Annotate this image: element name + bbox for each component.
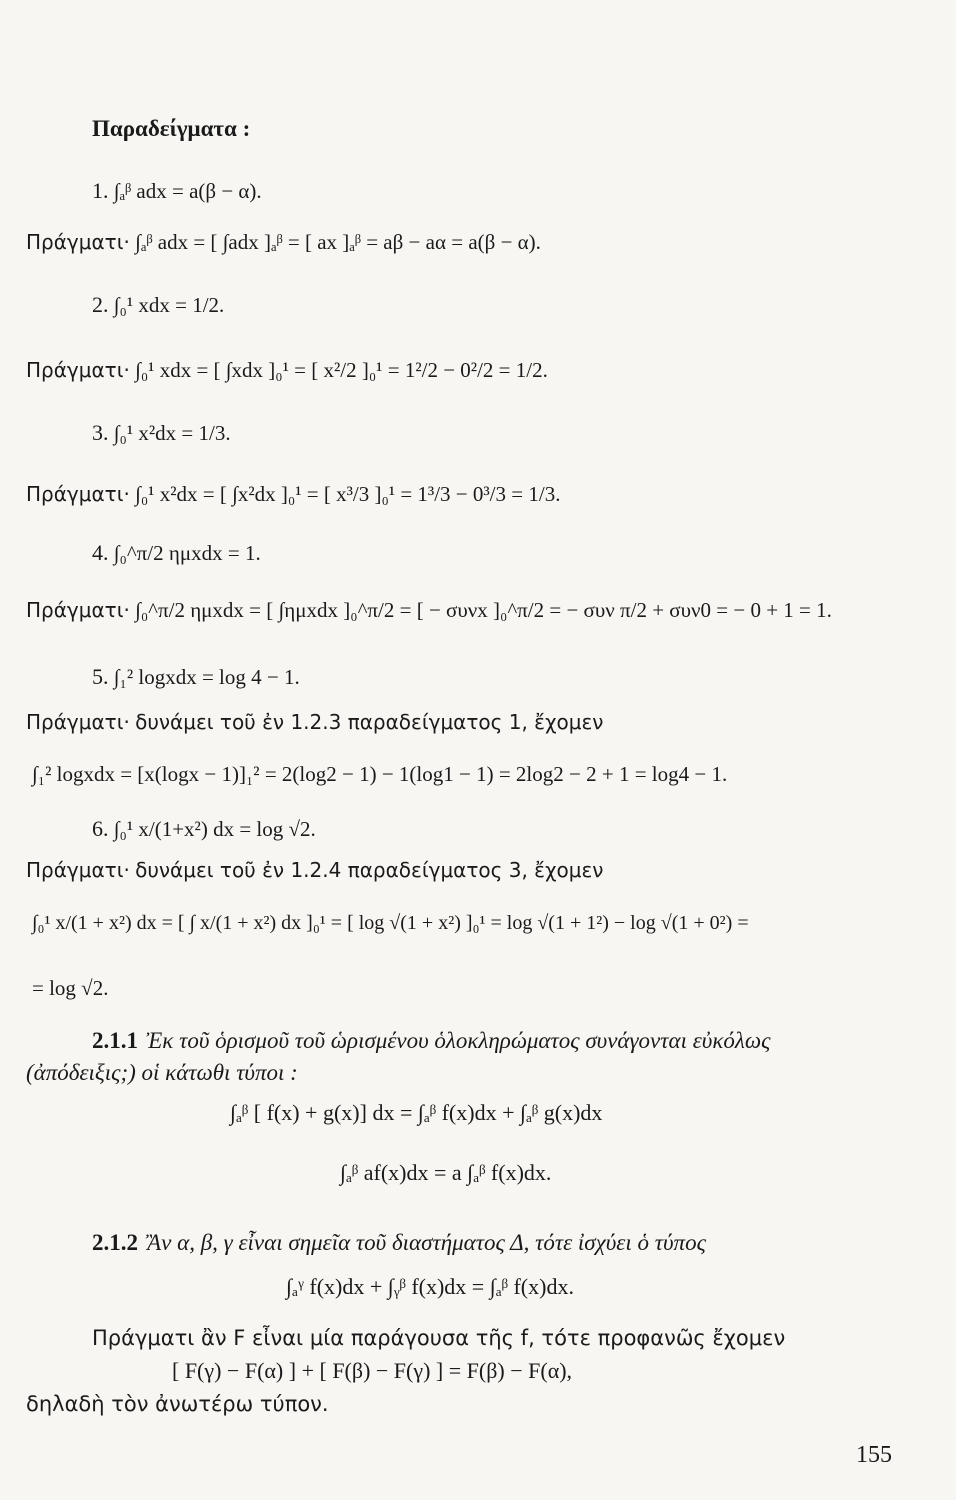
proof-label: Πράγματι·	[26, 482, 130, 506]
section-text: Ἂν α, β, γ εἶναι σημεῖα τοῦ διαστήματος Δ, τότε ἰσχύει ὁ τύπος	[146, 1230, 706, 1255]
example-formula: ∫₀^π/2 ημxdx = 1.	[113, 541, 261, 565]
example-formula: ∫₀¹ xdx = 1/2.	[113, 293, 225, 317]
section-text: Ἐκ τοῦ ὁρισμοῦ τοῦ ὡρισμένου ὁλοκληρώματος συνάγονται εὐκόλως	[146, 1028, 771, 1053]
example-number: 2.	[92, 292, 109, 317]
example-4-proof	[26, 598, 832, 622]
section-number: 2.1.2	[92, 1230, 138, 1255]
section-2-1-2-line-1	[92, 1230, 706, 1256]
example-3-statement	[92, 420, 231, 445]
section-2-1-1-line-1	[92, 1028, 770, 1054]
examples-heading: Παραδείγματα :	[92, 116, 251, 141]
section-number: 2.1.1	[92, 1028, 138, 1053]
proof-label: Πράγματι·	[26, 858, 130, 882]
linearity-formula-sum: ∫ₐᵝ [ f(x) + g(x)] dx = ∫ₐᵝ f(x)dx + ∫ₐᵝ g(x)dx	[230, 1100, 603, 1125]
proof-formula: ∫₀¹ x²dx = [ ∫x²dx ]₀¹ = [ x³/3 ]₀¹ = 1³/3 − 0³/3 = 1/3.	[135, 482, 561, 506]
proof-line-1: Πράγματι ἂν F εἶναι μία παράγουσα τῆς f, τότε προφανῶς ἔχομεν	[92, 1326, 786, 1350]
example-formula: ∫₀¹ x²dx = 1/3.	[113, 421, 231, 445]
example-5-intro	[26, 710, 603, 734]
example-1-statement	[92, 178, 262, 203]
proof-formula: ∫₀¹ xdx = [ ∫xdx ]₀¹ = [ x²/2 ]₀¹ = 1²/2 − 0²/2 = 1/2.	[135, 358, 548, 382]
example-3-proof	[26, 482, 560, 506]
proof-formula: ∫₀^π/2 ημxdx = [ ∫ημxdx ]₀^π/2 = [ − συνx ]₀^π/2 = − συν π/2 + συν0 = − 0 + 1 = 1.	[135, 598, 832, 622]
proof-label: Πράγματι·	[26, 358, 130, 382]
example-number: 5.	[92, 664, 109, 689]
example-4-statement	[92, 540, 261, 565]
example-1-proof	[26, 230, 541, 254]
proof-line-3: δηλαδὴ τὸν ἀνωτέρω τύπον.	[26, 1392, 329, 1416]
example-number: 6.	[92, 816, 109, 841]
example-6-intro	[26, 858, 603, 882]
example-formula: ∫ₐᵝ adx = a(β − α).	[113, 179, 262, 203]
example-6-statement	[92, 816, 316, 841]
additivity-formula: ∫ₐᵞ f(x)dx + ∫ᵧᵝ f(x)dx = ∫ₐᵝ f(x)dx.	[286, 1274, 574, 1299]
page-number: 155	[856, 1442, 892, 1468]
intro-text: δυνάμει τοῦ ἐν 1.2.4 παραδείγματος 3, ἔχομεν	[135, 858, 604, 882]
example-6-result: = log √2.	[32, 976, 109, 1000]
proof-label: Πράγματι·	[26, 230, 130, 254]
example-number: 4.	[92, 540, 109, 565]
example-2-statement	[92, 292, 224, 317]
example-5-statement	[92, 664, 300, 689]
proof-label: Πράγματι·	[26, 598, 130, 622]
section-text: (ἀπόδειξις;) οἱ κάτωθι τύποι :	[26, 1060, 298, 1085]
section-2-1-1-line-2	[26, 1060, 298, 1086]
example-2-proof	[26, 358, 548, 382]
example-number: 1.	[92, 178, 109, 203]
example-5-proof: ∫₁² logxdx = [x(logx − 1)]₁² = 2(log2 − 1) − 1(log1 − 1) = 2log2 − 2 + 1 = log4 − 1.	[32, 762, 728, 786]
proof-line-2: [ F(γ) − F(α) ] + [ F(β) − F(γ) ] = F(β) − F(α),	[172, 1358, 573, 1383]
proof-formula: ∫ₐᵝ adx = [ ∫adx ]ₐᵝ = [ ax ]ₐᵝ = aβ − aα = a(β − α).	[135, 230, 541, 254]
example-number: 3.	[92, 420, 109, 445]
proof-label: Πράγματι·	[26, 710, 130, 734]
linearity-formula-scalar: ∫ₐᵝ af(x)dx = a ∫ₐᵝ f(x)dx.	[340, 1160, 552, 1185]
intro-text: δυνάμει τοῦ ἐν 1.2.3 παραδείγματος 1, ἔχομεν	[135, 710, 604, 734]
example-formula: ∫₀¹ x/(1+x²) dx = log √2.	[113, 817, 316, 841]
example-6-proof: ∫₀¹ x/(1 + x²) dx = [ ∫ x/(1 + x²) dx ]₀¹ = [ log √(1 + x²) ]₀¹ = log √(1 + 1²) − log √(1 + 0²) =	[32, 912, 749, 934]
example-formula: ∫₁² logxdx = log 4 − 1.	[113, 665, 300, 689]
